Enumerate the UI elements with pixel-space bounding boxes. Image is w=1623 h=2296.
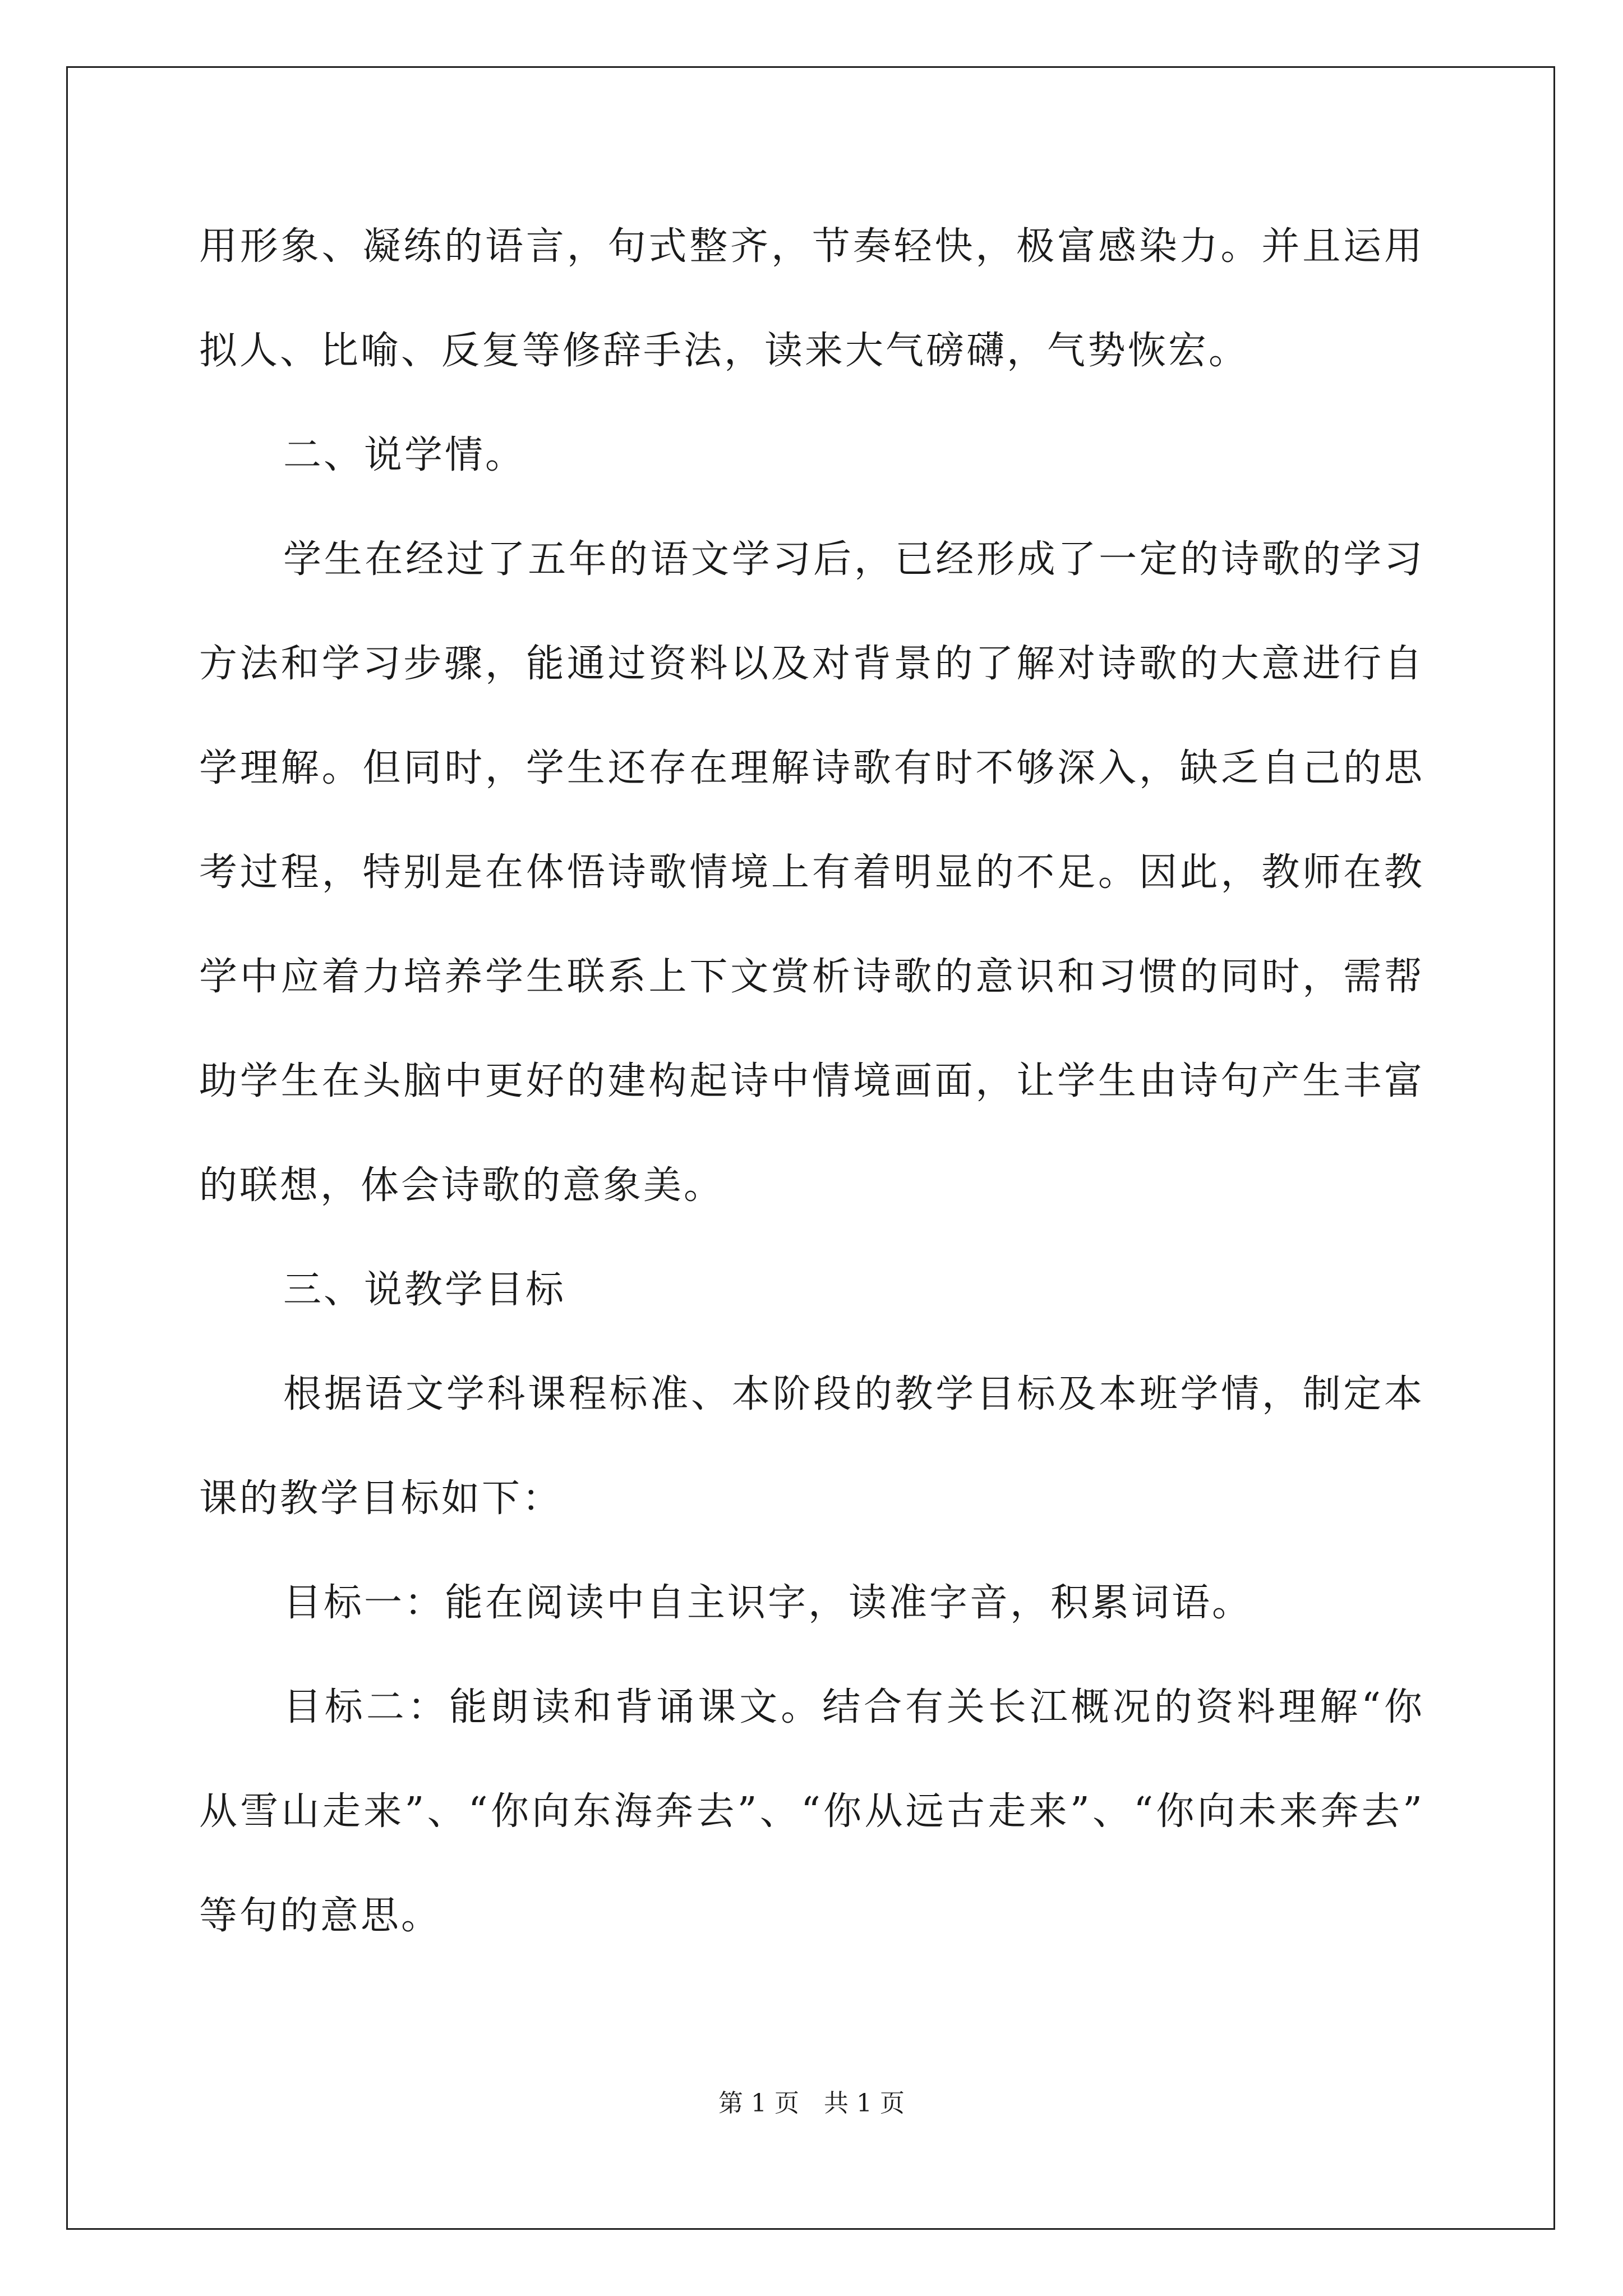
text-line: 课的教学目标如下： [199, 1476, 563, 1521]
text-line: 方法和学习步骤，能通过资料以及对背景的了解对诗歌的大意进行自 [199, 642, 1424, 686]
text-line: 考过程，特别是在体悟诗歌情境上有着明显的不足。因此，教师在教 [199, 850, 1424, 895]
text-line: 的联想，体会诗歌的意象美。 [199, 1163, 725, 1208]
text-line: 目标一：能在阅读中自主识字，读准字音，积累词语。 [283, 1581, 1253, 1625]
text-line: 根据语文学科课程标准、本阶段的教学目标及本班学情，制定本 [283, 1372, 1424, 1416]
text-line: 目标二：能朗读和背诵课文。结合有关长江概况的资料理解“你 [283, 1685, 1424, 1729]
page-footer [0, 2087, 1623, 2120]
page-number: 第 1 页 共 1 页 [718, 2089, 905, 2118]
text-line: 学中应着力培养学生联系上下文赏析诗歌的意识和习惯的同时，需帮 [199, 955, 1424, 999]
text-line: 用形象、凝练的语言，句式整齐，节奏轻快，极富感染力。并且运用 [199, 224, 1424, 269]
text-line: 等句的意思。 [199, 1894, 442, 1938]
document-body [199, 213, 1424, 1987]
text-line: 学理解。但同时，学生还存在理解诗歌有时不够深入，缺乏自己的思 [199, 746, 1424, 790]
text-line: 从雪山走来”、“你向东海奔去”、“你从远古走来”、“你向未来奔去” [199, 1789, 1424, 1834]
text-line: 学生在经过了五年的语文学习后，已经形成了一定的诗歌的学习 [283, 537, 1424, 582]
text-line: 拟人、比喻、反复等修辞手法，读来大气磅礴，气势恢宏。 [199, 329, 1249, 373]
section-heading: 二、说学情。 [283, 433, 526, 477]
text-line: 助学生在头脑中更好的建构起诗中情境画面，让学生由诗句产生丰富 [199, 1059, 1424, 1103]
section-heading: 三、说教学目标 [283, 1268, 566, 1312]
